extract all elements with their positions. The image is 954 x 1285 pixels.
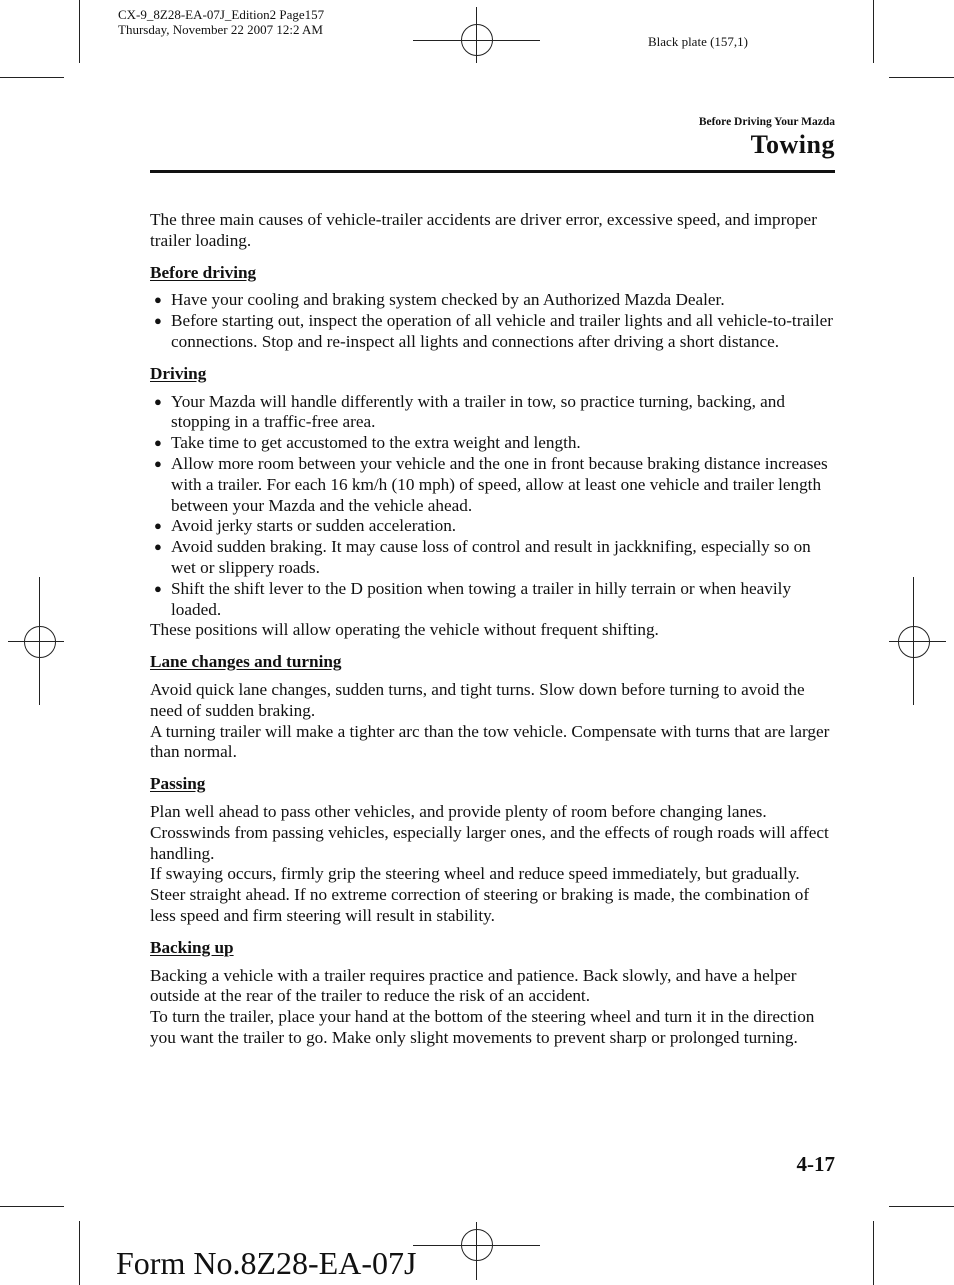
- heading-before-driving: Before driving: [150, 262, 257, 282]
- crosshair-icon-circle: [461, 1229, 493, 1261]
- bullet-dot-icon: ●: [154, 518, 162, 534]
- print-header-line2: Thursday, November 22 2007 12:2 AM: [118, 22, 323, 37]
- list-item: [150, 579, 836, 621]
- bullet-dot-icon: ●: [154, 435, 162, 451]
- title-rule: [150, 170, 835, 173]
- print-header: [118, 7, 324, 37]
- page-number: 4-17: [796, 1152, 835, 1176]
- crop-mark-bottom-right-v: [873, 1221, 874, 1285]
- bullet-dot-icon: ●: [154, 539, 162, 555]
- paragraph: If swaying occurs, firmly grip the steering wheel and reduce speed immediately, but gradually.: [150, 864, 800, 884]
- heading-passing: Passing: [150, 774, 206, 794]
- list-item-text: Avoid sudden braking. It may cause loss of control and result in jackknifing, especially so on wet or slippery roads.: [171, 537, 811, 577]
- crop-mark-bottom-left-h: [0, 1206, 64, 1207]
- bullet-dot-icon: ●: [154, 455, 162, 471]
- driving-note: These positions will allow operating the vehicle without frequent shifting.: [150, 620, 659, 640]
- list-item-text: Have your cooling and braking system checked by an Authorized Mazda Dealer.: [171, 290, 725, 310]
- intro-paragraph: The three main causes of vehicle-trailer accidents are driver error, excessive speed, and improper trailer loading.: [150, 210, 817, 250]
- list-item-text: Your Mazda will handle differently with a trailer in tow, so practice turning, backing, and stopping in a traffic-free area.: [171, 391, 785, 432]
- list-item-text: Allow more room between your vehicle and the one in front because braking distance increases with a trailer. For each 16 km/h (10 mph) of speed, allow at least one vehicle and trailer length between your Mazda and the vehicle ahead.: [171, 453, 828, 515]
- list-item: [150, 311, 836, 353]
- paragraph: Backing a vehicle with a trailer requires practice and patience. Back slowly, and have a helper outside at the rear of the trailer to reduce the risk of an accident.: [150, 965, 797, 1006]
- list-item: [150, 433, 836, 454]
- crosshair-icon-circle: [24, 626, 56, 658]
- crop-mark-top-right-v: [873, 0, 874, 63]
- list-item: [150, 537, 836, 579]
- bullet-dot-icon: ●: [154, 580, 162, 596]
- bullet-dot-icon: ●: [154, 393, 162, 409]
- heading-lane-changes: Lane changes and turning: [150, 652, 342, 672]
- crosshair-icon-circle: [461, 24, 493, 56]
- paragraph: Crosswinds from passing vehicles, especially larger ones, and the effects of rough roads will affect handling.: [150, 822, 829, 863]
- heading-backing-up: Backing up: [150, 937, 234, 957]
- crop-mark-top-left-v: [79, 0, 80, 63]
- bullet-dot-icon: ●: [154, 313, 162, 329]
- list-item: [150, 454, 836, 516]
- paragraph: Steer straight ahead. If no extreme correction of steering or braking is made, the combination of less speed and firm steering will result in stability.: [150, 885, 810, 925]
- before-driving-list: [150, 290, 836, 352]
- crop-mark-top-left-h: [0, 77, 64, 78]
- list-item-text: Take time to get accustomed to the extra weight and length.: [171, 433, 581, 453]
- crop-mark-top-right-h: [889, 77, 954, 78]
- print-header-line1: CX-9_8Z28-EA-07J_Edition2 Page157: [118, 7, 325, 22]
- driving-list: [150, 392, 836, 621]
- section-label: Before Driving Your Mazda: [698, 116, 835, 128]
- plate-label: Black plate (157,1): [648, 34, 748, 49]
- page-title: Towing: [750, 130, 835, 159]
- list-item-text: Avoid jerky starts or sudden acceleration.: [171, 516, 457, 536]
- list-item: [150, 290, 836, 311]
- bullet-dot-icon: ●: [154, 292, 162, 308]
- crosshair-icon-circle: [898, 626, 930, 658]
- list-item-text: Before starting out, inspect the operation of all vehicle and trailer lights and all vehicle-to-trailer connections. Stop and re-inspect all lights and connections after driving a short distance.: [171, 311, 833, 351]
- heading-driving: Driving: [150, 363, 207, 383]
- crop-mark-bottom-right-h: [889, 1206, 954, 1207]
- form-number: Form No.8Z28-EA-07J: [116, 1245, 417, 1281]
- list-item-text: Shift the shift lever to the D position when towing a trailer in hilly terrain or when heavily loaded.: [171, 578, 792, 619]
- paragraph: Plan well ahead to pass other vehicles, and provide plenty of room before changing lanes.: [150, 801, 767, 821]
- list-item: [150, 392, 836, 434]
- paragraph: To turn the trailer, place your hand at the bottom of the steering wheel and turn it in the direction you want the trailer to go. Make only slight movements to prevent sharp or prolonged turning.: [150, 1007, 815, 1047]
- crop-mark-bottom-left-v: [79, 1221, 80, 1285]
- paragraph: A turning trailer will make a tighter arc than the tow vehicle. Compensate with turns that are larger than normal.: [150, 721, 830, 762]
- list-item: [150, 516, 836, 537]
- main-content: [150, 210, 836, 1049]
- paragraph: Avoid quick lane changes, sudden turns, and tight turns. Slow down before turning to avoid the need of sudden braking.: [150, 679, 805, 720]
